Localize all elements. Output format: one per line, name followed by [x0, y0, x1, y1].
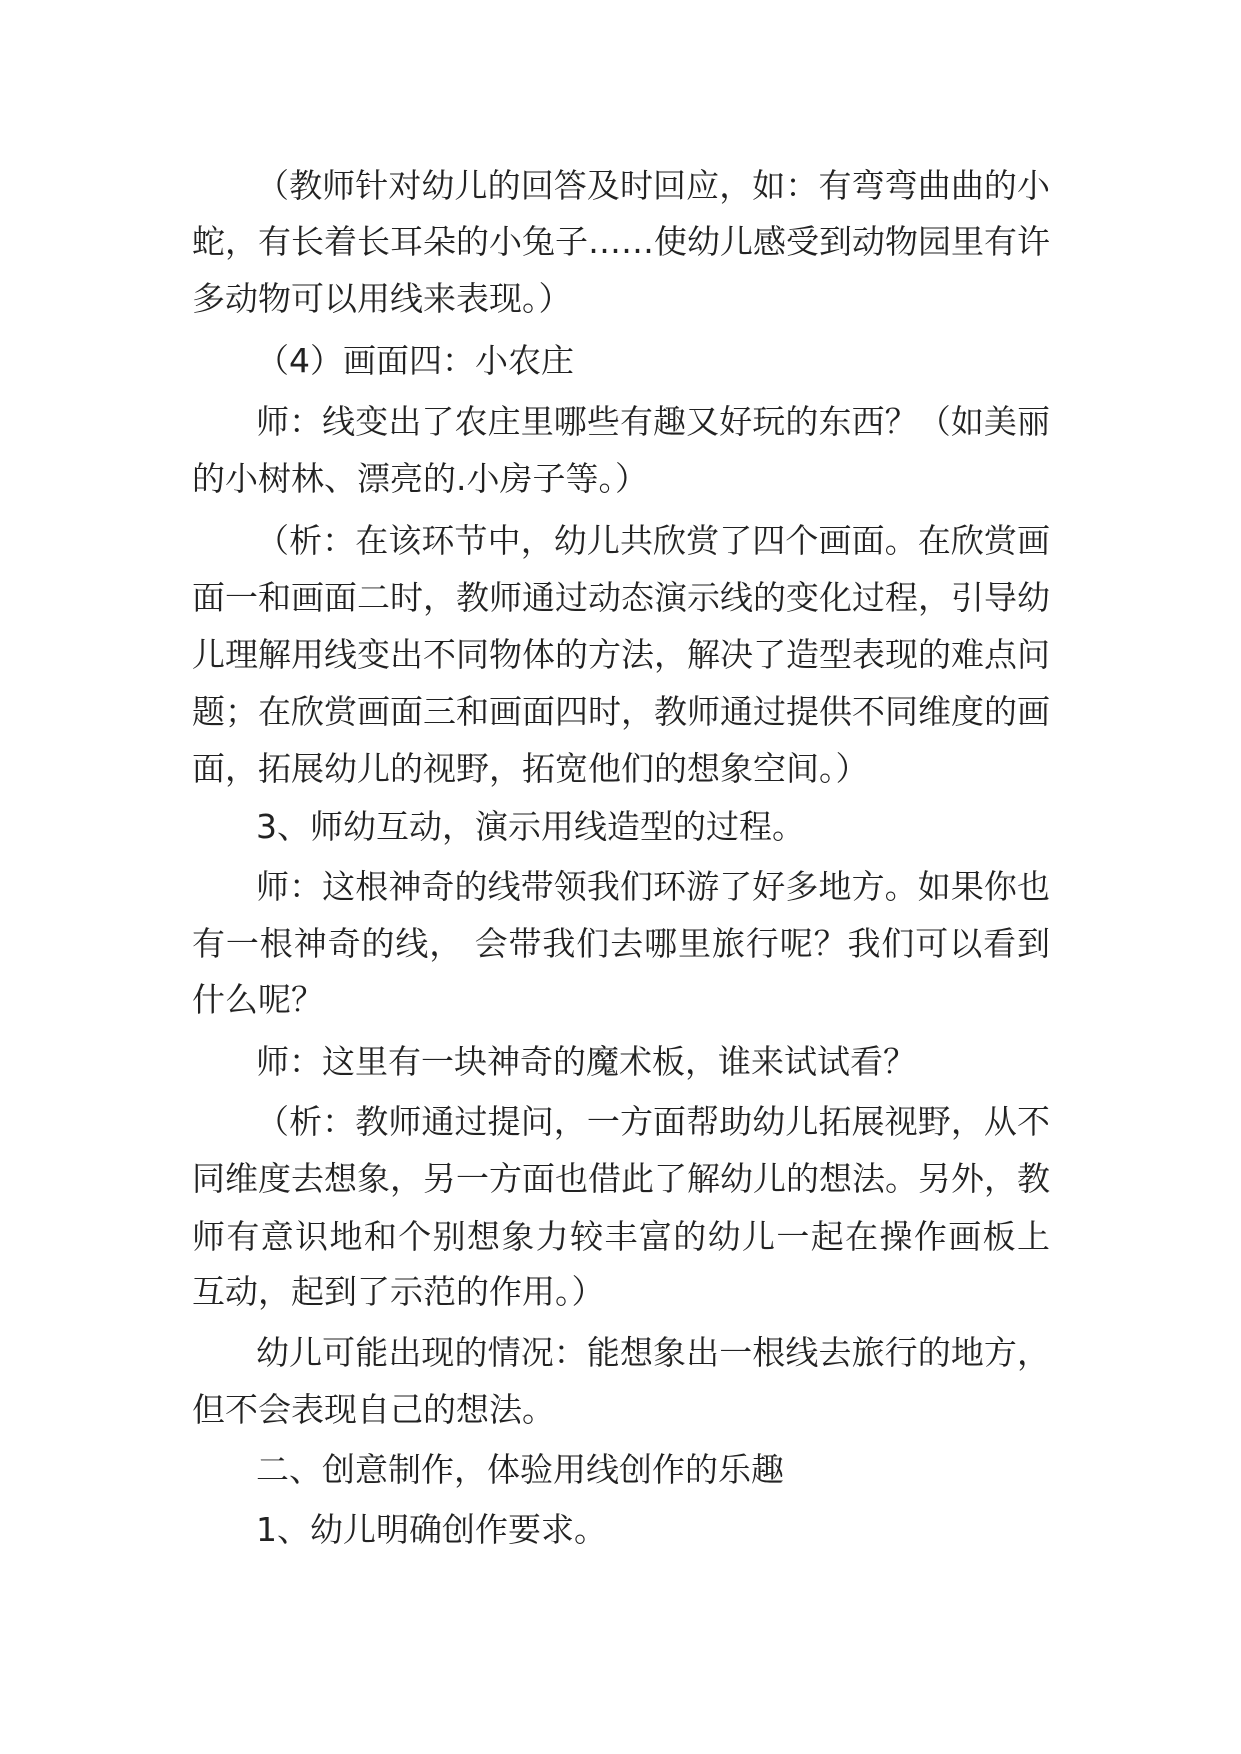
paragraph-line: 题；在欣赏画面三和画面四时，教师通过提供不同维度的画: [192, 692, 1050, 731]
section-subheading: 1、幼儿明确创作要求。: [256, 1510, 607, 1549]
paragraph-line: 的小树林、漂亮的.小房子等。）: [192, 459, 648, 498]
section-subheading: （4）画面四：小农庄: [256, 341, 574, 380]
paragraph-line: 多动物可以用线来表现。）: [192, 279, 572, 318]
paragraph-line: 师：线变出了农庄里哪些有趣又好玩的东西？（如美丽: [256, 402, 1050, 441]
paragraph-line: 但不会表现自己的想法。: [192, 1390, 555, 1429]
paragraph-line: 蛇，有长着长耳朵的小兔子……使幼儿感受到动物园里有许: [192, 222, 1050, 261]
paragraph-line: 师：这里有一块神奇的魔术板，谁来试试看？: [256, 1042, 916, 1081]
paragraph-line: 同维度去想象，另一方面也借此了解幼儿的想法。另外，教: [192, 1159, 1050, 1198]
paragraph-line: 幼儿可能出现的情况：能想象出一根线去旅行的地方，: [256, 1333, 1050, 1372]
paragraph-line: 面，拓展幼儿的视野，拓宽他们的想象空间。）: [192, 749, 869, 788]
paragraph-line: 互动，起到了示范的作用。）: [192, 1272, 605, 1311]
paragraph-line: 儿理解用线变出不同物体的方法，解决了造型表现的难点问: [192, 635, 1050, 674]
paragraph-line: 什么呢？: [192, 980, 324, 1019]
paragraph-line: 师：这根神奇的线带领我们环游了好多地方。如果你也: [256, 867, 1050, 906]
paragraph-line: （析：在该环节中，幼儿共欣赏了四个画面。在欣赏画: [256, 521, 1050, 560]
paragraph-line: 面一和画面二时，教师通过动态演示线的变化过程，引导幼: [192, 578, 1050, 617]
paragraph-line: 师有意识地和个别想象力较丰富的幼儿一起在操作画板上: [192, 1217, 1050, 1256]
paragraph-line: （析：教师通过提问，一方面帮助幼儿拓展视野，从不: [256, 1102, 1050, 1141]
section-heading: 二、创意制作，体验用线创作的乐趣: [256, 1450, 784, 1489]
paragraph-line: （教师针对幼儿的回答及时回应，如：有弯弯曲曲的小: [256, 166, 1050, 205]
section-subheading: 3、师幼互动，演示用线造型的过程。: [256, 807, 805, 846]
paragraph-line: 有一根神奇的线， 会带我们去哪里旅行呢？我们可以看到: [192, 924, 1050, 963]
